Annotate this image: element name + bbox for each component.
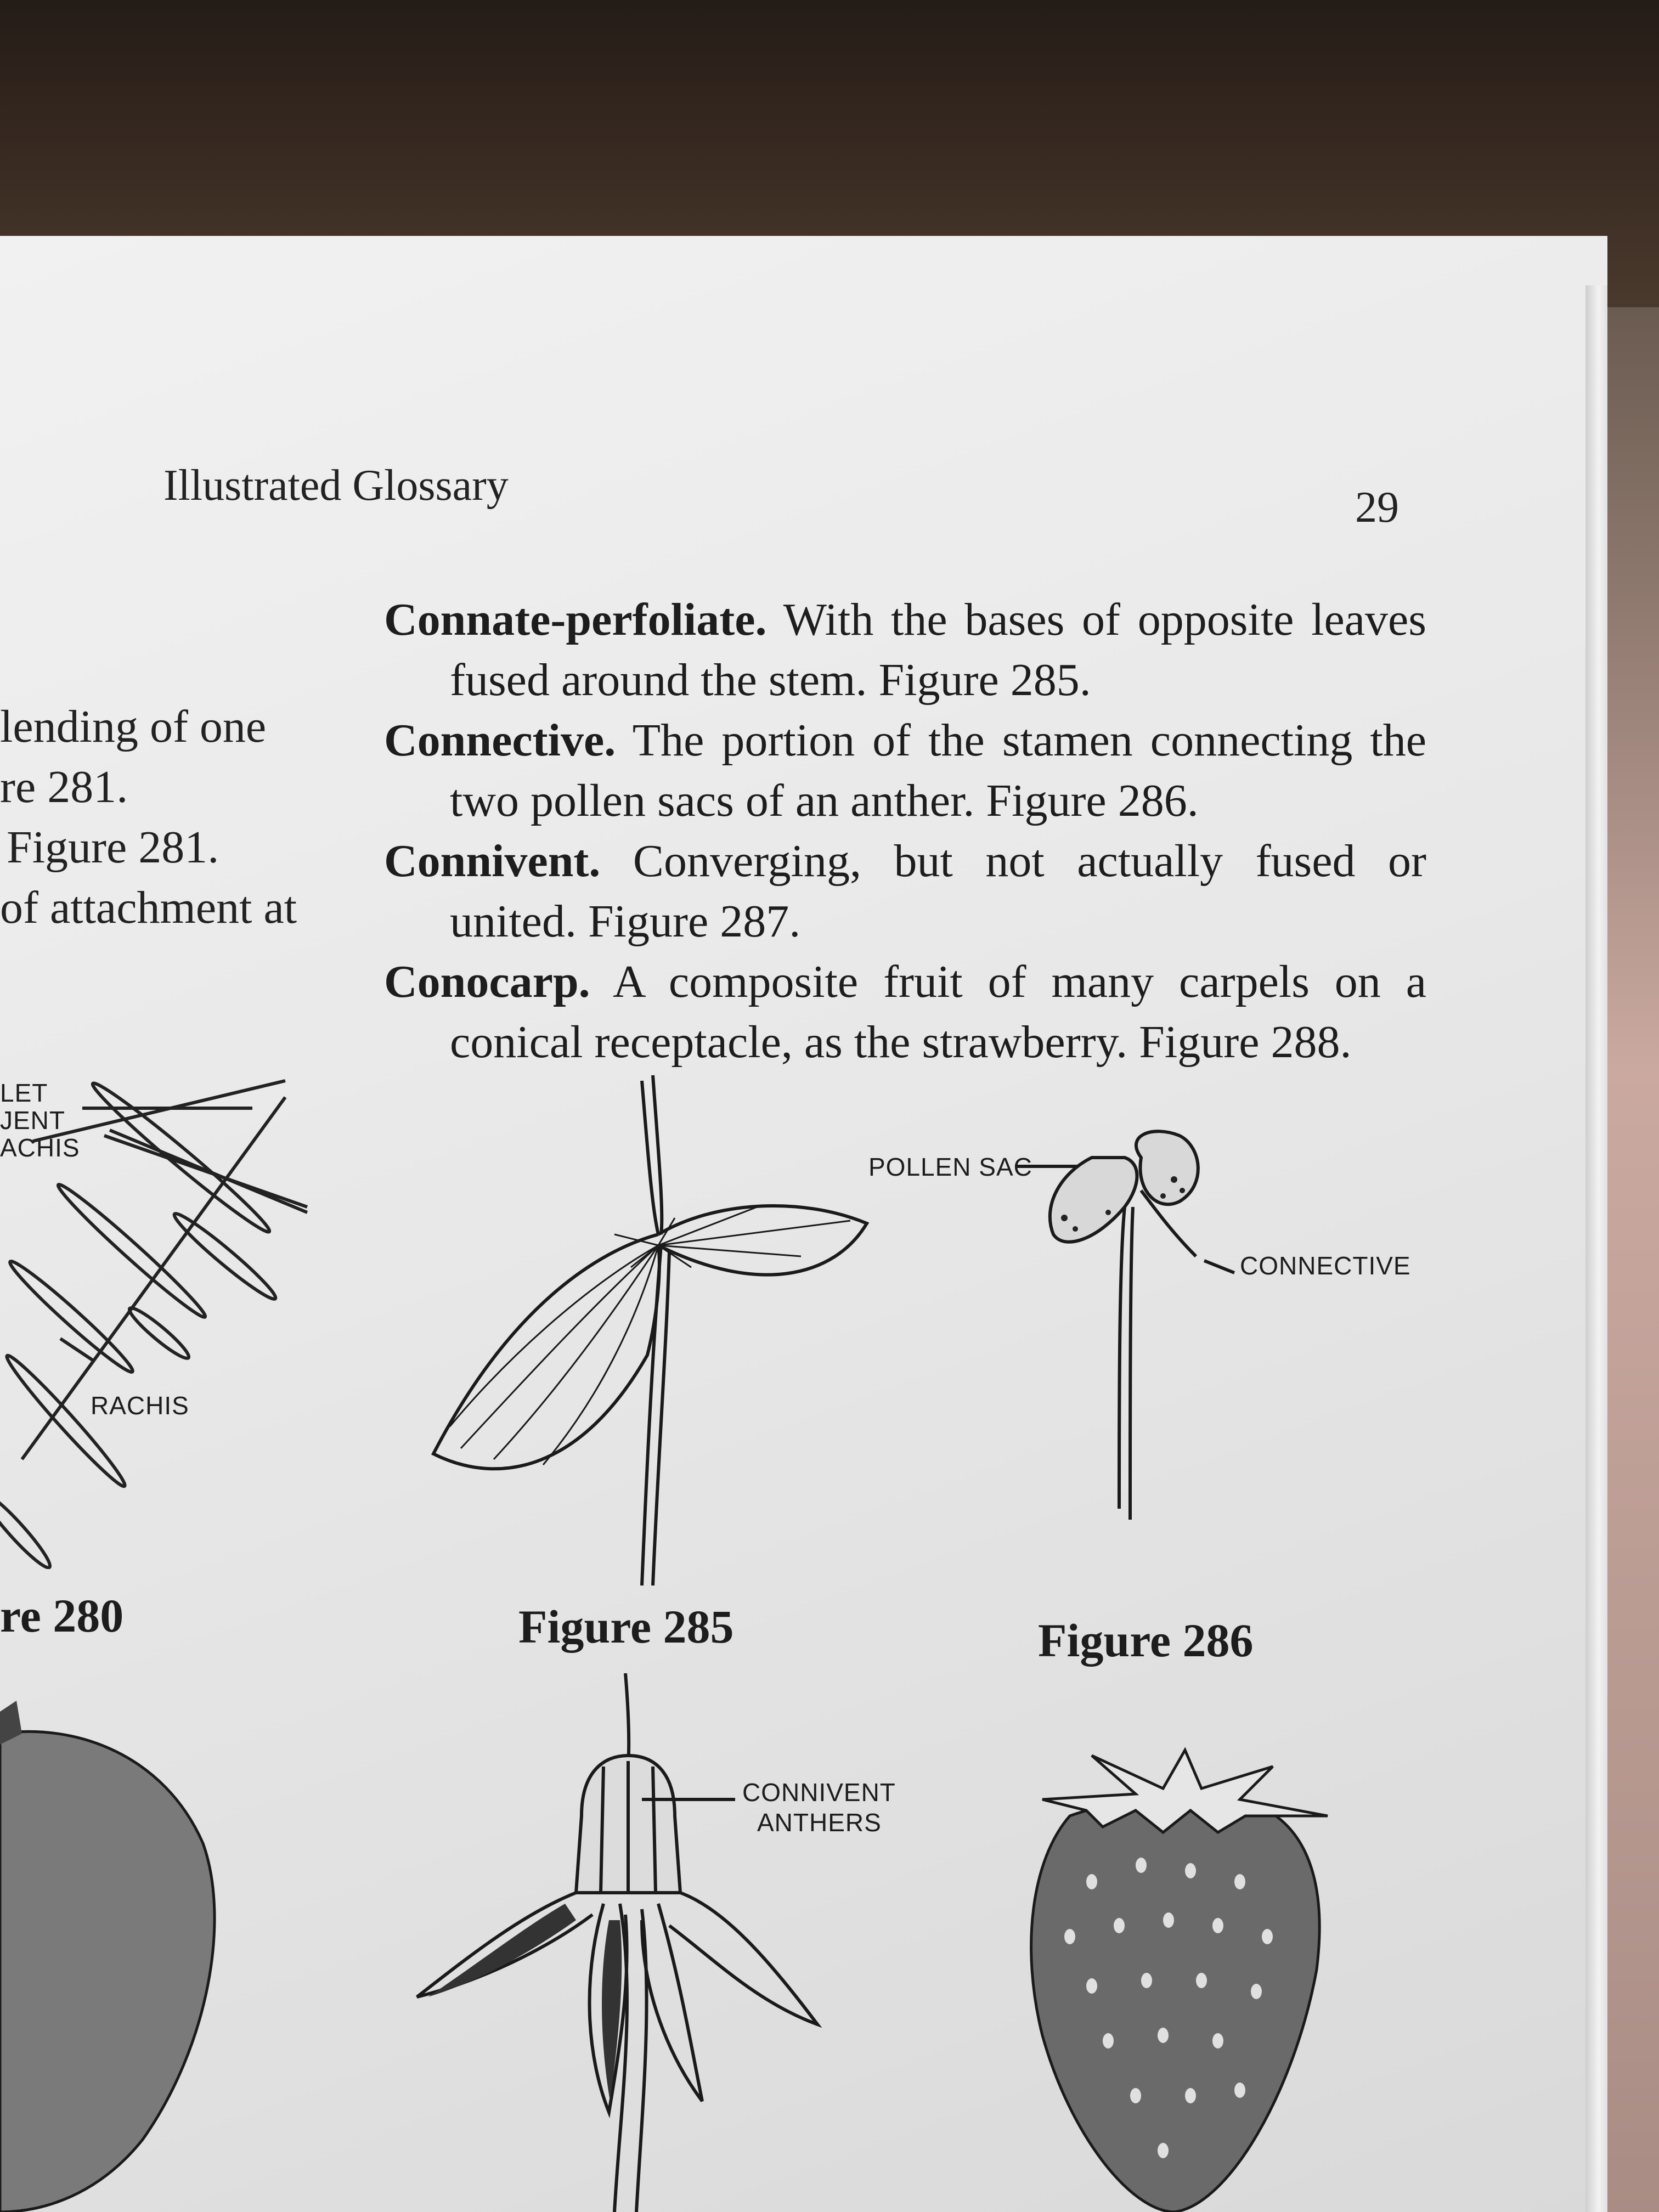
glossary-definition: Converging, but not actually fused or united. Figure 287. [450, 836, 1426, 947]
left-line: Figure 281. [7, 822, 219, 873]
fig280-label: ACHIS [0, 1133, 80, 1162]
glossary-term: Connective. [384, 715, 616, 766]
glossary-entry [384, 590, 1426, 710]
fig286-label-connective: CONNECTIVE [1240, 1251, 1411, 1280]
page-edge [1585, 285, 1607, 2212]
fig280-leaf-drawing [0, 1075, 329, 1569]
glossary-definition: The portion of the stamen connecting the two pollen sacs of an anther. Figure 286. [450, 715, 1426, 826]
left-line: lending of one [0, 701, 267, 752]
fig280-label-rachis: RACHIS [91, 1391, 189, 1420]
glossary-term: Connivent. [384, 836, 601, 887]
fig280-caption: re 280 [0, 1589, 124, 1642]
left-strawberry-drawing [0, 1690, 230, 2212]
glossary-entries [384, 590, 1426, 1073]
fig288-strawberry-drawing [1009, 1739, 1339, 2212]
left-column-text [0, 697, 307, 938]
running-header: Illustrated Glossary [163, 461, 509, 510]
fig287-flower-drawing [384, 1673, 878, 2212]
fig286-label-pollen-sac: POLLEN SAC [868, 1153, 1032, 1181]
fig286-stamen-drawing [1015, 1125, 1289, 1553]
fig285-leaf-drawing [417, 1070, 889, 1596]
left-line: re 281. [0, 761, 128, 812]
glossary-term: Conocarp. [384, 956, 590, 1007]
page-number: 29 [1355, 483, 1399, 532]
fig287-label-anthers: ANTHERS [757, 1808, 882, 1837]
left-line: of attachment at [0, 882, 297, 933]
fig280-label: LET [0, 1079, 48, 1107]
fig287-label-connivent: CONNIVENT [742, 1778, 896, 1807]
fig280-label: JENT [0, 1106, 65, 1135]
fig286-caption: Figure 286 [1038, 1614, 1254, 1667]
glossary-definition: With the bases of opposite leaves fused around the stem. Figure 285. [450, 594, 1426, 706]
glossary-term: Connate-perfoliate. [384, 594, 767, 645]
fig285-caption: Figure 285 [518, 1600, 734, 1653]
glossary-definition: A composite fruit of many carpels on a conical receptacle, as the strawberry. Figure 288. [450, 956, 1426, 1068]
glossary-entry [384, 831, 1426, 952]
glossary-entry [384, 952, 1426, 1073]
glossary-entry [384, 710, 1426, 831]
